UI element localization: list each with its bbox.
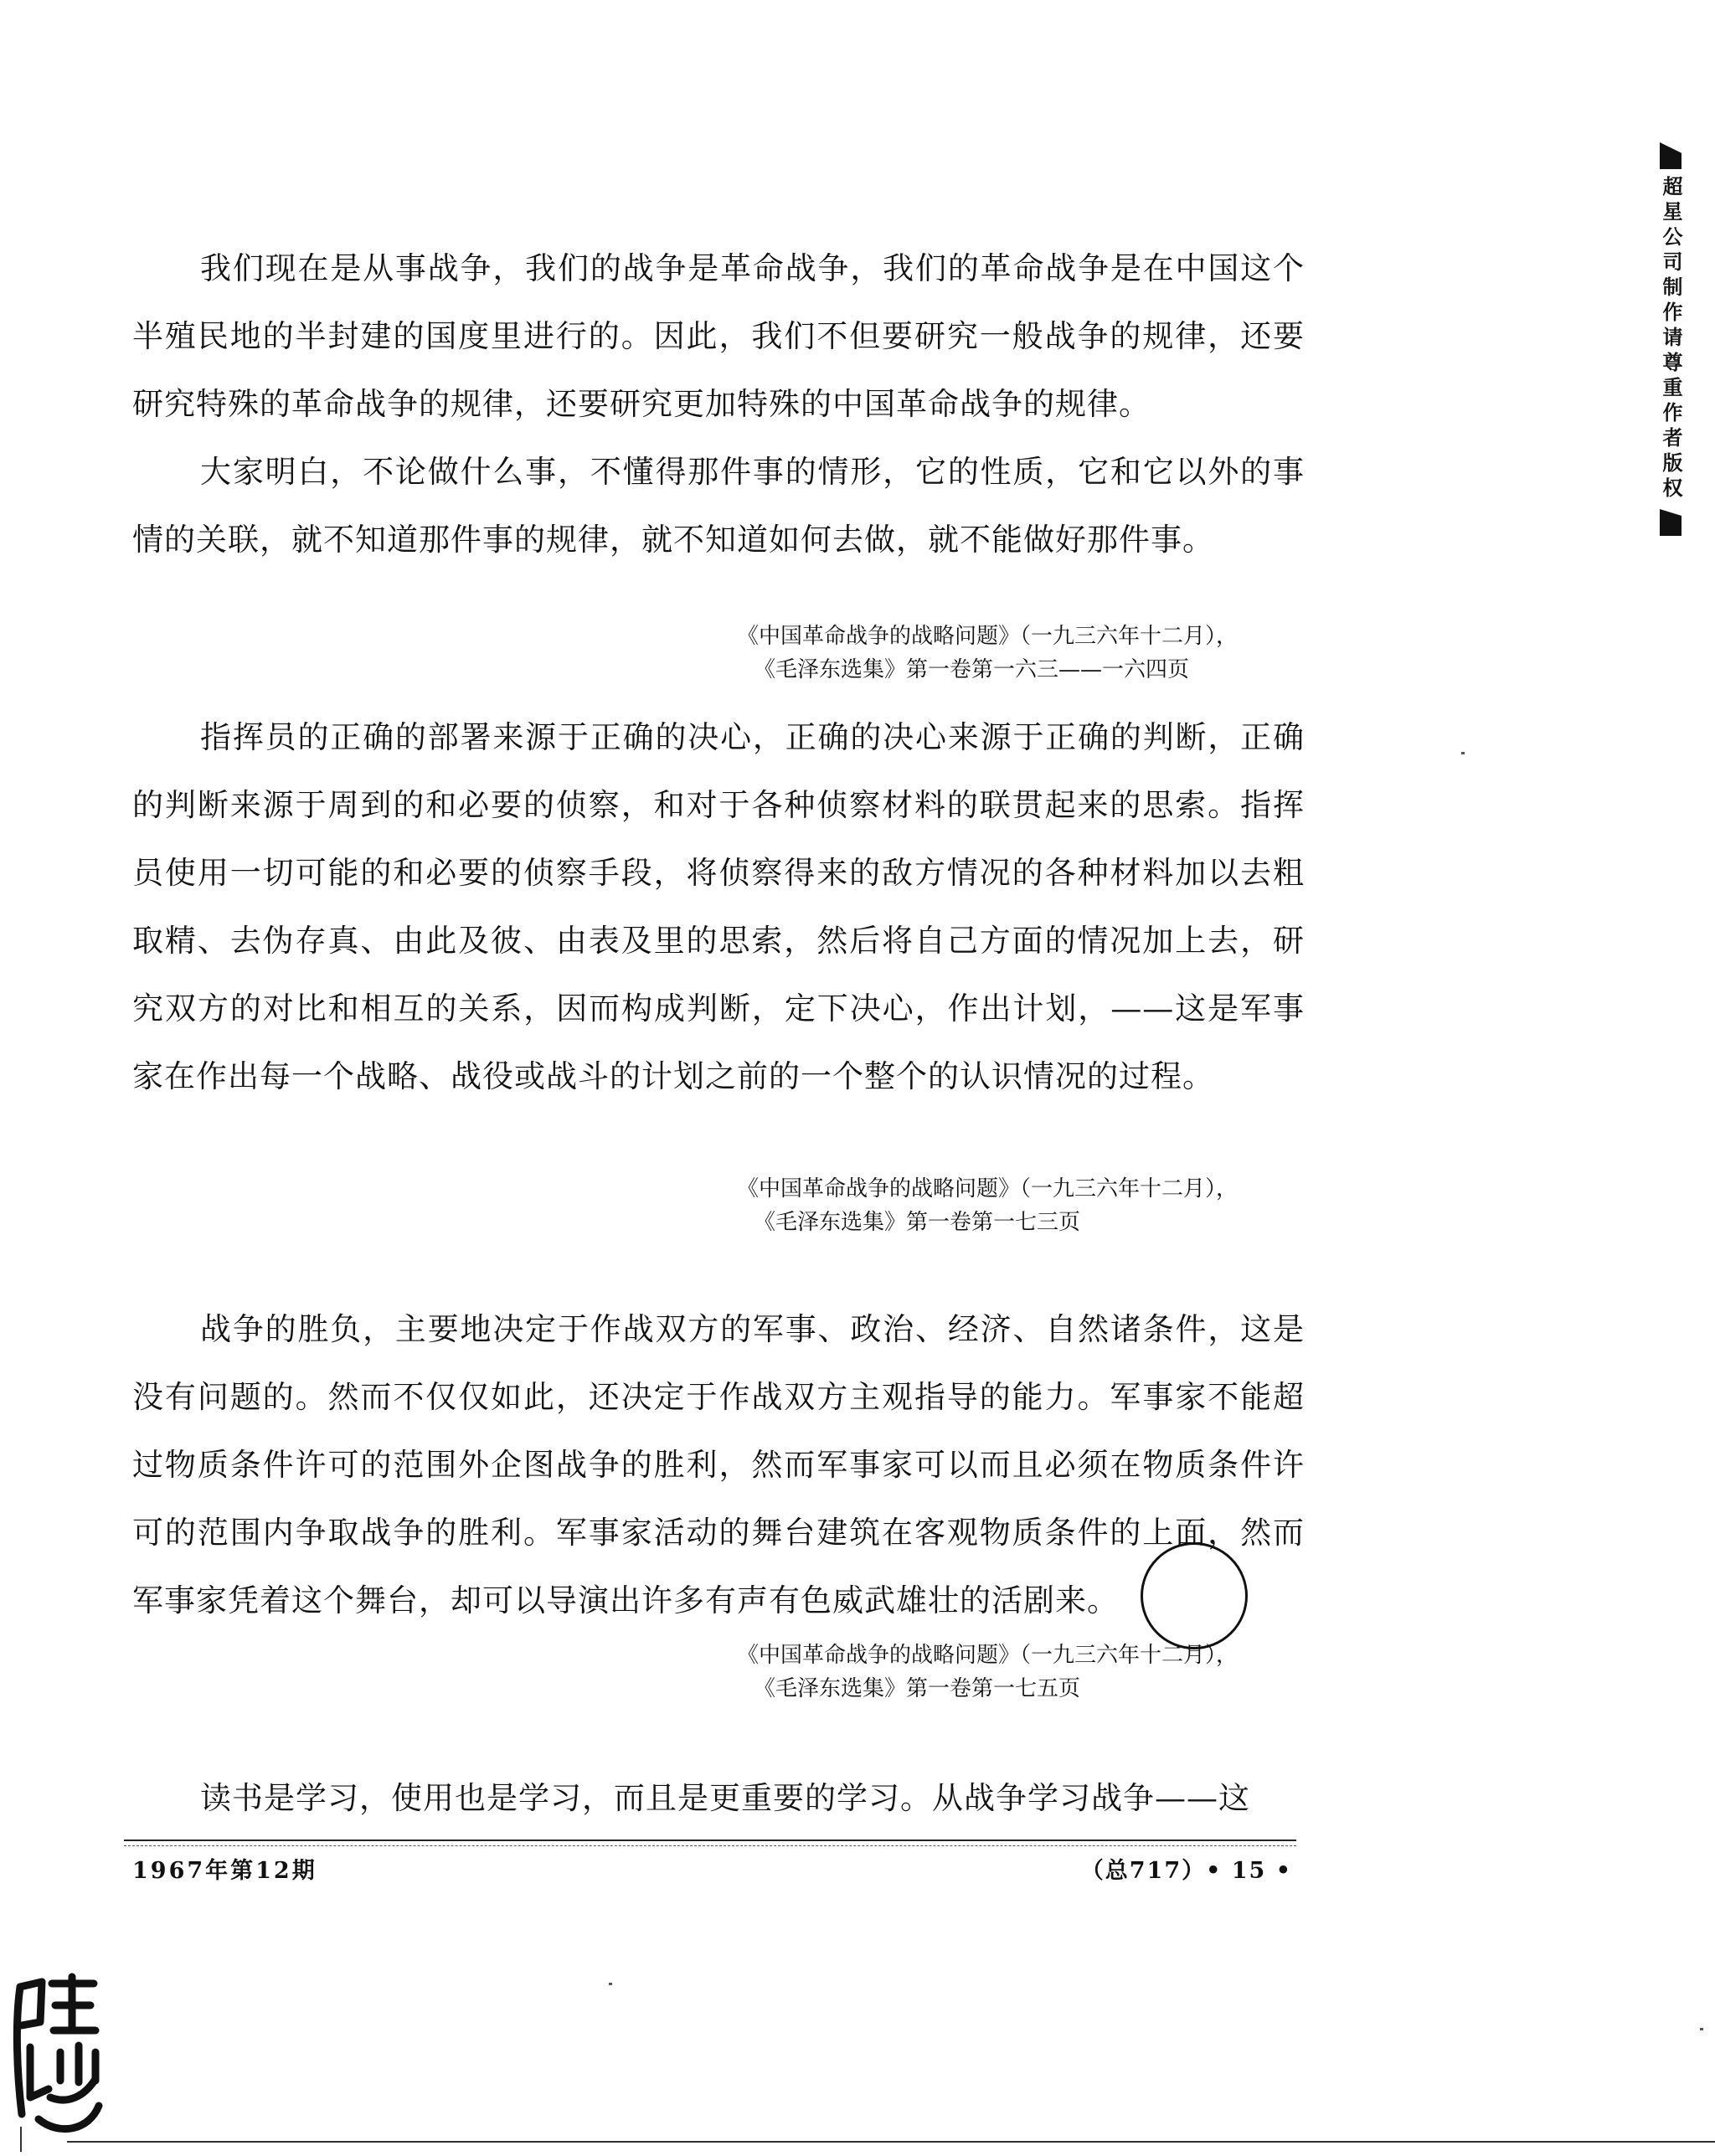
citation-line: 《中国革命战争的战略问题》（一九三六年十二月）， xyxy=(737,1176,1239,1201)
scan-edge-line xyxy=(67,2141,1715,2143)
citation-1 xyxy=(737,620,1239,687)
watermark-bar-icon xyxy=(1660,509,1682,536)
watermark-text: 超星公司制作请尊重作者版权 xyxy=(1659,176,1682,502)
quote-section-2 xyxy=(132,703,1305,1110)
citation-line: 《毛泽东选集》第一卷第一七三页 xyxy=(754,1210,1081,1235)
paragraph: 大家明白，不论做什么事，不懂得那件事的情形，它的性质，它和它以外的事情的关联，就不知道那件事的规律，就不知道如何去做，就不能做好那件事。 xyxy=(132,454,1305,558)
scan-speck xyxy=(609,1983,612,1985)
footer-rule-dashed xyxy=(124,1845,1296,1846)
scan-speck xyxy=(1461,752,1465,754)
quote-section-3 xyxy=(132,1295,1305,1634)
quote-section-4 xyxy=(132,1764,1305,1832)
seal-logo-icon xyxy=(8,1972,107,2139)
citation-line: 《中国革命战争的战略问题》（一九三六年十二月）， xyxy=(737,1643,1239,1668)
paragraph: 指挥员的正确的部署来源于正确的决心，正确的决心来源于正确的判断，正确的判断来源于周到的和必要的侦察，和对于各种侦察材料的联贯起来的思索。指挥员使用一切可能的和必要的侦察手段，将侦察得来的敌方情况的各种材料加以去粗取精、去伪存真、由此及彼、由表及里的思索，然后将自己方面的情况加上去，研究双方的对比和相互的关系，因而构成判断，定下决心，作出计划，——这是军事家在作出每一个战略、战役或战斗的计划之前的一个整个的认识情况的过程。 xyxy=(132,719,1305,1094)
paragraph: 战争的胜负，主要地决定于作战双方的军事、政治、经济、自然诸条件，这是没有问题的。然而不仅仅如此，还决定于作战双方主观指导的能力。军事家不能超过物质条件许可的范围外企图战争的胜利，然而军事家可以而且必须在物质条件许可的范围内争取战争的胜利。军事家活动的舞台建筑在客观物质条件的上面，然而军事家凭着这个舞台，却可以导演出许多有声有色威武雄壮的活剧来。 xyxy=(132,1311,1305,1618)
footer-rule xyxy=(124,1840,1296,1841)
citation-3 xyxy=(737,1639,1239,1706)
watermark-bar-icon xyxy=(1660,142,1682,169)
paragraph: 读书是学习，使用也是学习，而且是更重要的学习。从战争学习战争——这 xyxy=(200,1780,1250,1816)
issue-label: 1967年第12期 xyxy=(132,1858,317,1884)
copyright-watermark xyxy=(1654,142,1687,536)
citation-2 xyxy=(737,1172,1239,1239)
citation-line: 《毛泽东选集》第一卷第一七五页 xyxy=(754,1676,1081,1701)
hand-drawn-circle xyxy=(1141,1542,1248,1649)
citation-line: 《中国革命战争的战略问题》（一九三六年十二月）， xyxy=(737,624,1239,649)
page-number: （总717）• 15 • xyxy=(1080,1858,1292,1884)
paragraph: 我们现在是从事战争，我们的战争是革命战争，我们的革命战争是在中国这个半殖民地的半封建的国度里进行的。因此，我们不但要研究一般战争的规律，还要研究特殊的革命战争的规律，还要研究更加特殊的中国革命战争的规律。 xyxy=(132,250,1305,422)
scan-speck xyxy=(1700,2028,1703,2030)
scan-edge-tick xyxy=(20,2127,22,2152)
quote-section-1 xyxy=(132,234,1305,574)
citation-line: 《毛泽东选集》第一卷第一六三——一六四页 xyxy=(754,657,1190,682)
